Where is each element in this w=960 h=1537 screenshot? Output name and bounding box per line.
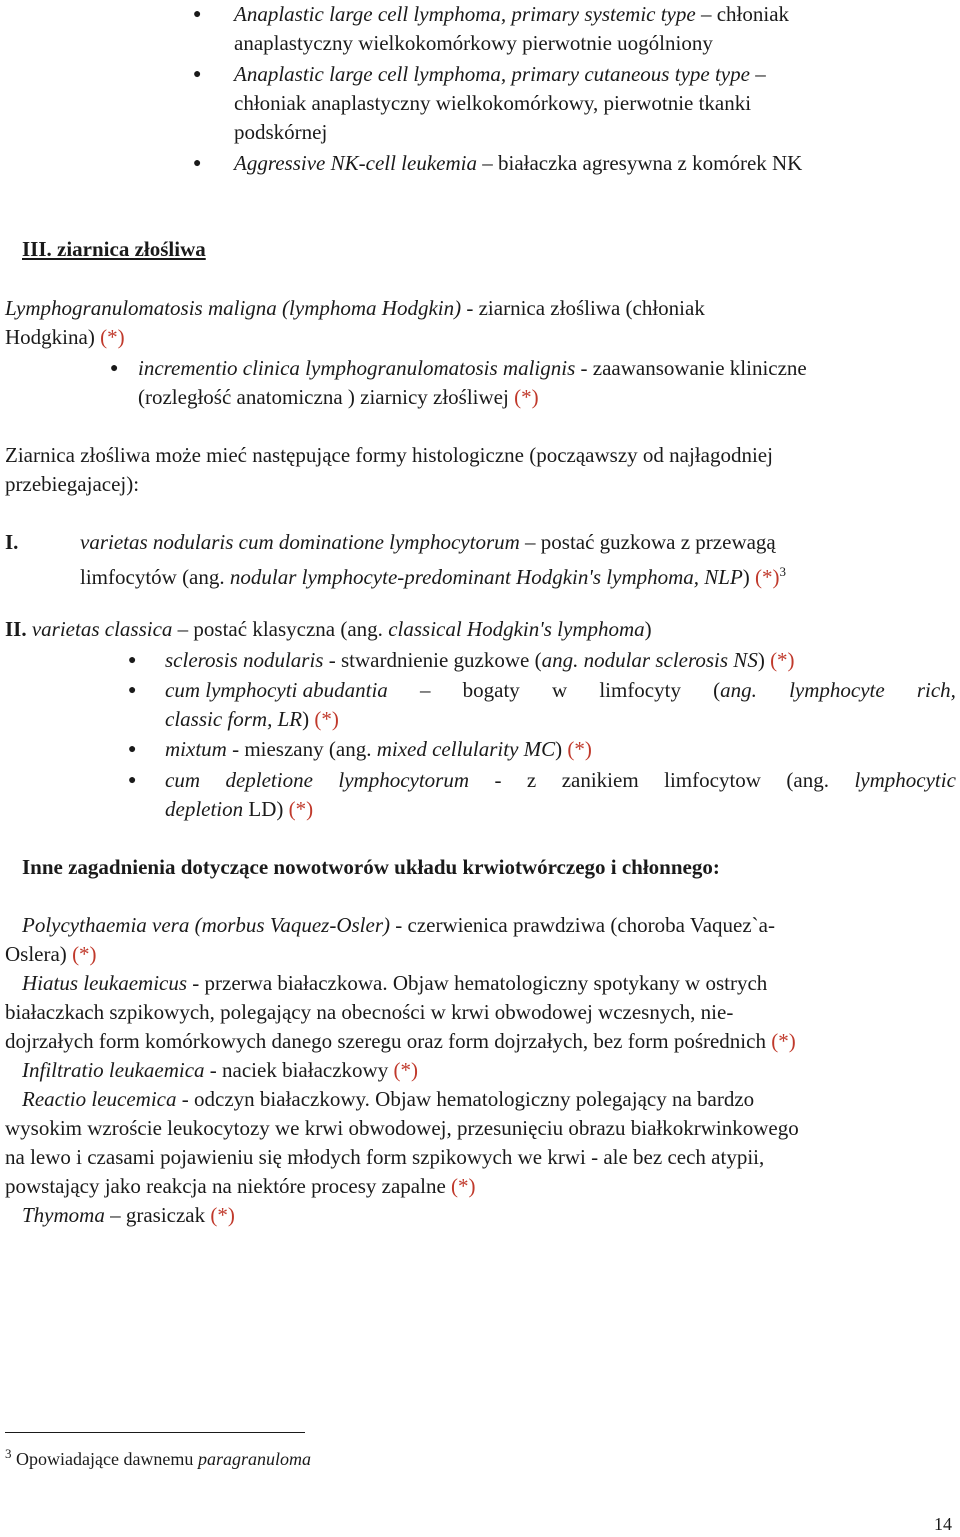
section-heading: III. ziarnica złośliwa (22, 237, 206, 261)
page-number: 14 (934, 1514, 952, 1534)
form-item: II. varietas classica – postać klasyczna (ang. classical Hodgkin's lymphoma) (5, 617, 652, 641)
bullet-icon: ● (128, 653, 137, 668)
bullet-icon: ● (193, 67, 202, 82)
list-item: Anaplastic large cell lymphoma, primary cutaneous type type – (234, 62, 766, 86)
paragraph: Hiatus leukaemicus - przerwa białaczkowa. Objaw hematologiczny spotykany w ostrych (22, 971, 768, 995)
paragraph: Ziarnica złośliwa może mieć następujące formy histologiczne (począawszy od najłagodniej (5, 443, 773, 467)
bullet-icon: ● (110, 361, 119, 376)
subtype-item: cum depletione lymphocytorum - z zanikiem limfocytow (ang. lymphocytic (165, 768, 956, 792)
footnote: $^3$ Opowiadające dawnemu paragranuloma (5, 1446, 311, 1469)
paragraph-continuation: Oslera) (*) (5, 942, 97, 966)
list-item: Anaplastic large cell lymphoma, primary systemic type – chłoniak (234, 2, 790, 26)
bullet-icon: ● (128, 742, 137, 757)
subtype-item: cum lymphocyti abudantia – bogaty w limfocyty (ang. lymphocyte rich, (165, 678, 956, 702)
paragraph-continuation: białaczkach szpikowych, polegający na obecności w krwi obwodowej wczesnych, nie- (5, 1000, 734, 1024)
paragraph-continuation: dojrzałych form komórkowych danego szeregu oraz form dojrzałych, bez form pośrednich (*) (5, 1029, 796, 1053)
footnote-divider (5, 1432, 305, 1433)
section-heading: Inne zagadnienia dotyczące nowotworów układu krwiotwórczego i chłonnego: (22, 855, 720, 879)
bullet-icon: ● (128, 773, 137, 788)
bullet-icon: ● (128, 683, 137, 698)
paragraph-continuation: na lewo i czasami pojawieniu się młodych form szpikowych we krwi - ale bez cech atypii, (5, 1145, 765, 1169)
subtype-item: mixtum - mieszany (ang. mixed cellularity MC) (*) (165, 737, 592, 761)
footnote-ref[interactable]: 3 (779, 564, 787, 579)
paragraph-continuation: Hodgkina) (*) (5, 325, 125, 349)
paragraph-continuation: wysokim wzroście leukocytozy we krwi obwodowej, przesunięciu obrazu białkokrwinkowego (5, 1116, 799, 1140)
bullet-icon: ● (193, 156, 202, 171)
paragraph: Thymoma – grasiczak (*) (22, 1203, 235, 1227)
paragraph-continuation: przebiegajacej): (5, 472, 140, 496)
form-item-continuation: limfocytów (ang. nodular lymphocyte-predominant Hodgkin's lymphoma, NLP) $(*)^3$ (80, 564, 787, 589)
paragraph: Polycythaemia vera (morbus Vaquez-Osler) - czerwienica prawdziwa (choroba Vaquez`a- (22, 913, 775, 937)
list-item-continuation: anaplastyczny wielkokomórkowy pierwotnie uogólniony (234, 31, 713, 55)
list-item: incrementio clinica lymphogranulomatosis malignis - zaawansowanie kliniczne (138, 356, 807, 380)
paragraph-continuation: powstający jako reakcja na niektóre procesy zapalne (*) (5, 1174, 476, 1198)
subtype-item-continuation: depletion LD) (*) (165, 797, 314, 821)
subtype-item-continuation: classic form, LR) (*) (165, 707, 339, 731)
list-item-continuation: (rozległość anatomiczna ) ziarnicy złośliwej (*) (138, 385, 539, 409)
bullet-icon: ● (193, 7, 202, 22)
form-item: varietas nodularis cum dominatione lymphocytorum – postać guzkowa z przewagą (80, 530, 776, 554)
paragraph: Reactio leucemica - odczyn białaczkowy. Objaw hematologiczny polegający na bardzo (22, 1087, 755, 1111)
list-item-continuation: podskórnej (234, 120, 328, 144)
list-item-continuation: chłoniak anaplastyczny wielkokomórkowy, pierwotnie tkanki (234, 91, 752, 115)
subtype-item: sclerosis nodularis - stwardnienie guzkowe (ang. nodular sclerosis NS) (*) (165, 648, 795, 672)
form-number: I. (5, 530, 19, 554)
paragraph: Lymphogranulomatosis maligna (lymphoma Hodgkin) - ziarnica złośliwa (chłoniak (5, 296, 705, 320)
paragraph: Infiltratio leukaemica - naciek białaczkowy (*) (22, 1058, 418, 1082)
list-item: Aggressive NK-cell leukemia – białaczka agresywna z komórek NK (234, 151, 803, 175)
